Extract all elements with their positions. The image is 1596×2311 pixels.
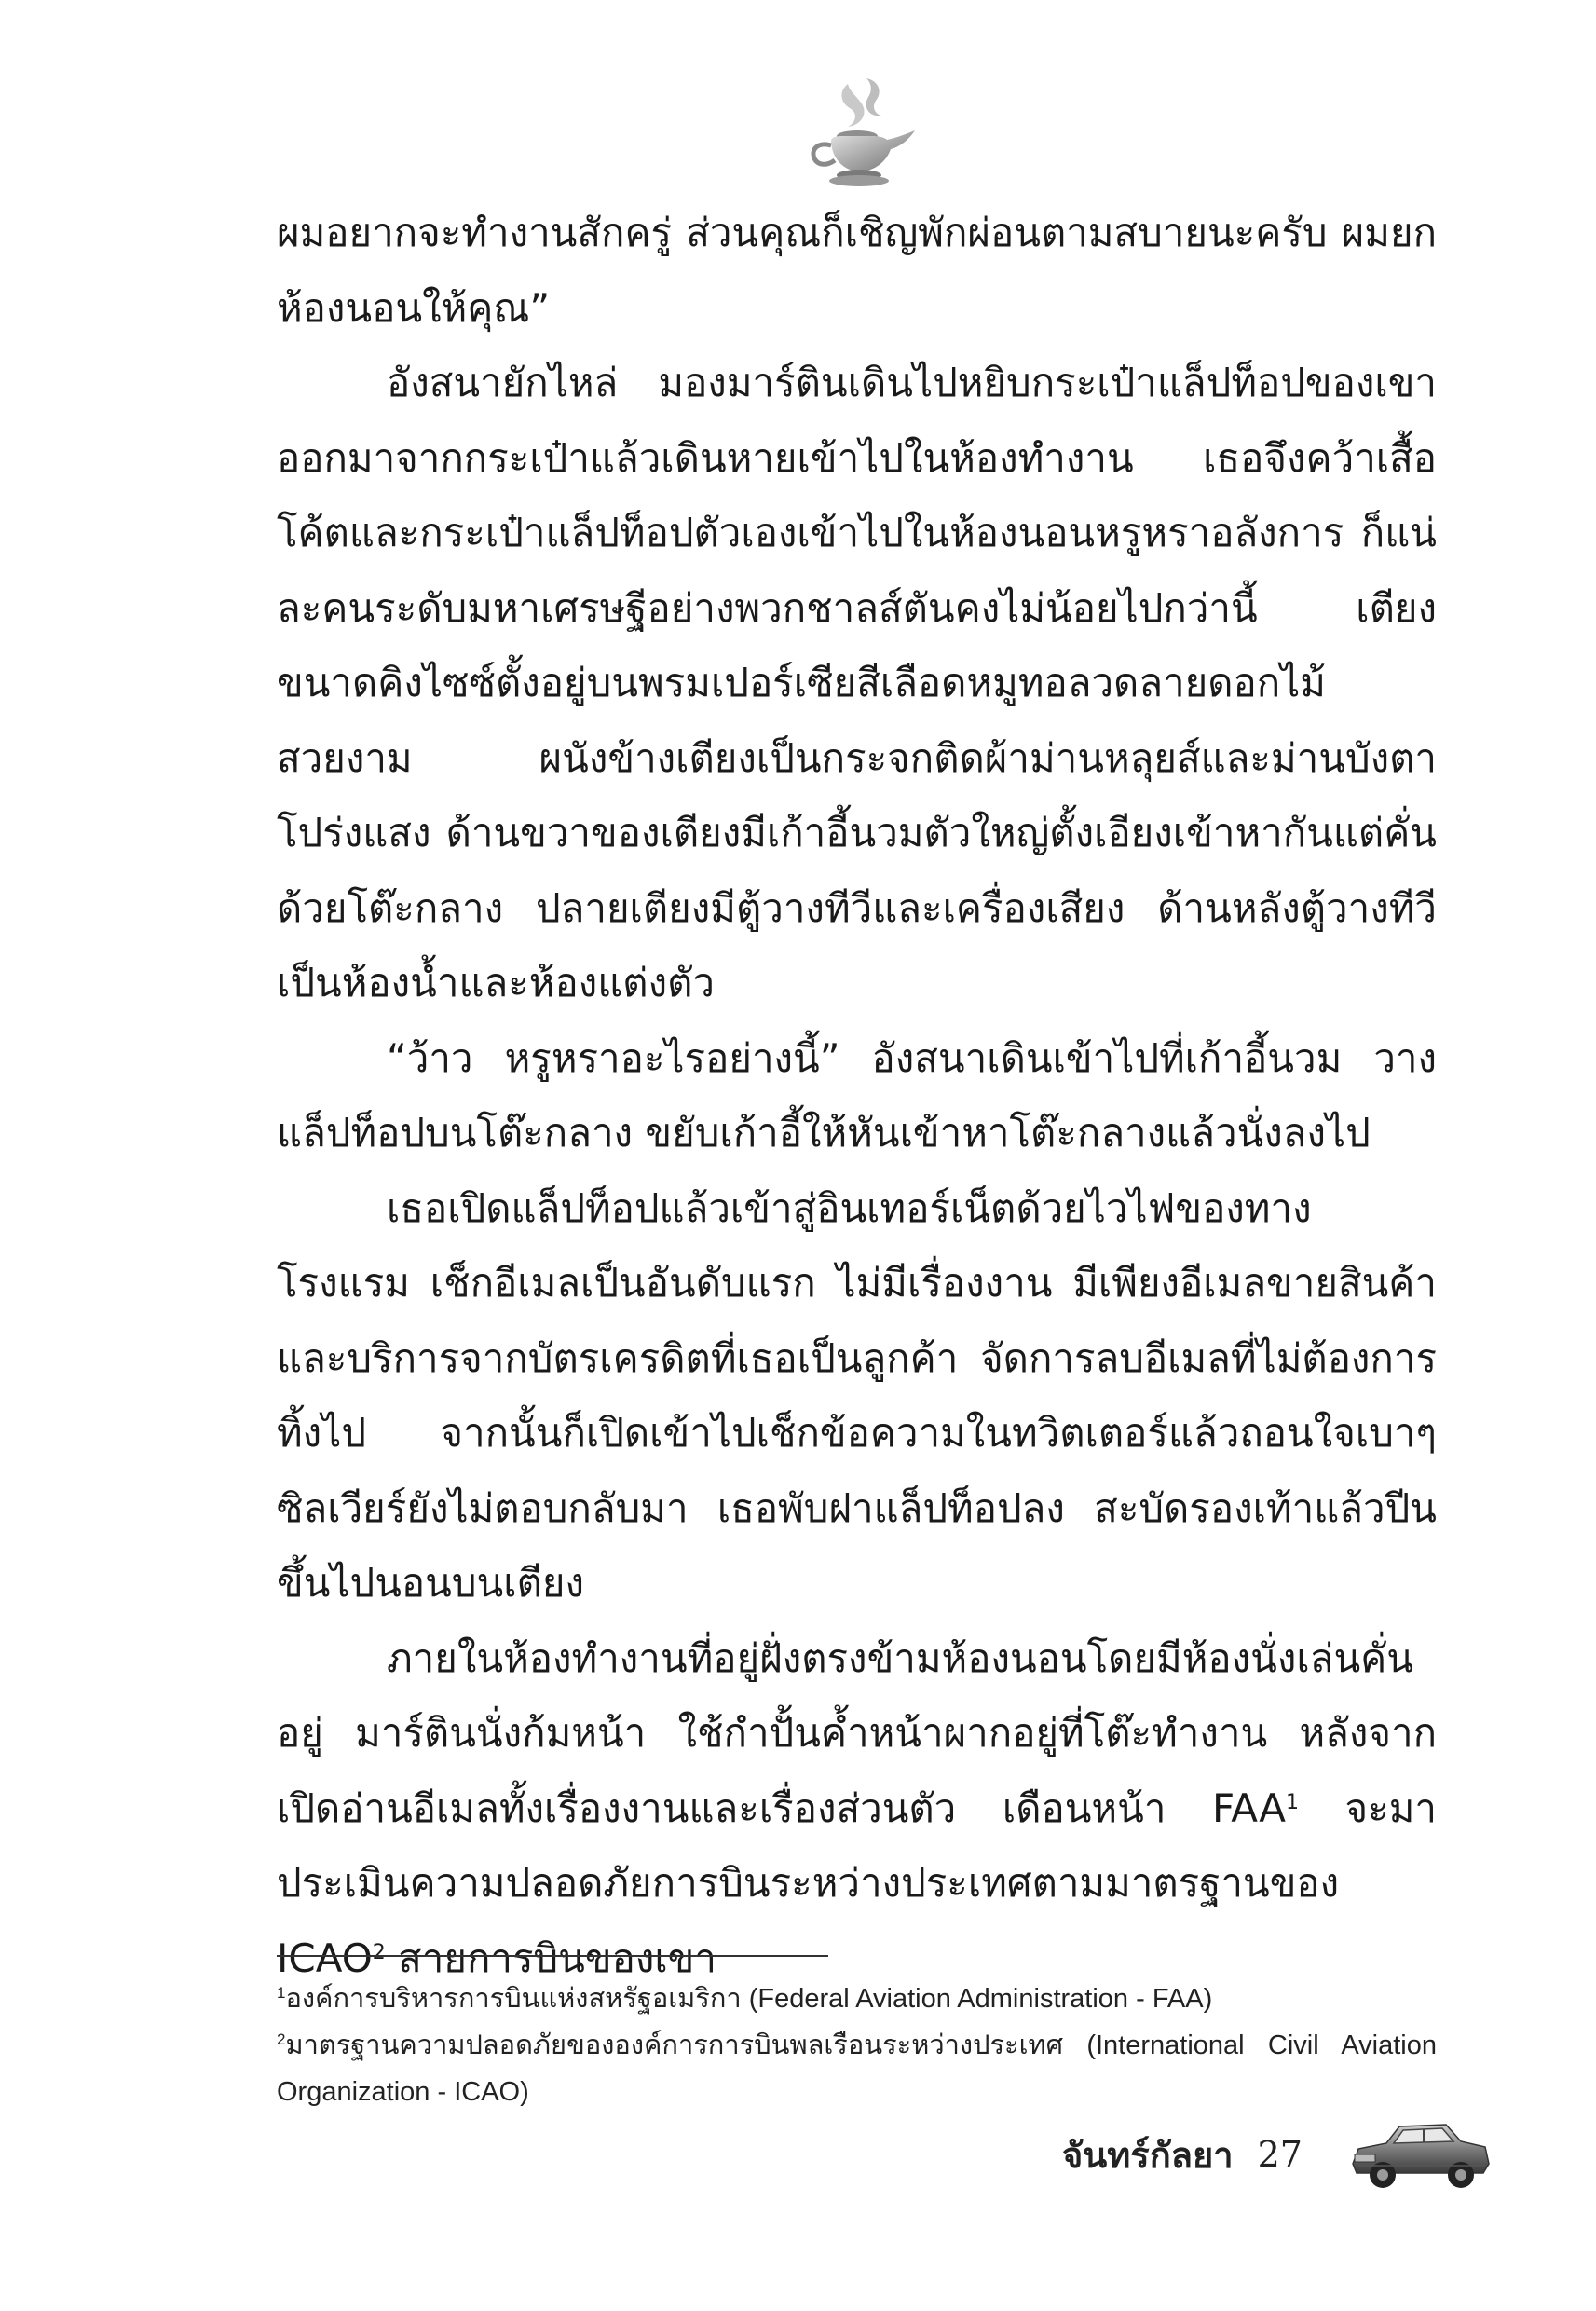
paragraph-2: อังสนายักไหล่ มองมาร์ตินเดินไปหยิบกระเป๋าแล็ปท็อปของเขาออกมาจากกระเป๋าแล้วเดินหายเข้าไปในห้องทำงาน เธอจึงคว้าเสื้อโค้ตและกระเป๋าแล็ปท็อปตัวเองเข้าไปในห้องนอนหรูหราอลังการ ก็แน่ละคนระดับมหาเศรษฐีอย่างพวกชาลส์ตันคงไม่น้อยไปกว่านี้ เตียงขนาดคิงไซซ์ตั้งอยู่บนพรมเปอร์เซียสีเลือดหมูทอลวดลายดอกไม้สวยงาม ผนังข้างเตียงเป็นกระจกติดผ้าม่านหลุยส์และม่านบังตาโปร่งแสง ด้านขวาของเตียงมีเก้าอี้นวมตัวใหญ่ตั้งเอียงเข้าหากันแต่คั่นด้วยโต๊ะกลาง ปลายเตียงมีตู้วางทีวีและเครื่องเสียง ด้านหลังตู้วางทีวีเป็นห้องน้ำและห้องแต่งตัว [277, 360, 1437, 1005]
footnote-1 [277, 1976, 1437, 2022]
footnote-2 [277, 2022, 1437, 2115]
footnote-text-2: มาตรฐานความปลอดภัยขององค์การการบินพลเรือนระหว่างประเทศ (International Civil Aviation Organization - ICAO) [277, 2031, 1437, 2107]
book-title: จันทร์กัลยา [1062, 2134, 1234, 2176]
paragraph-5-part-1: ภายในห้องทำงานที่อยู่ฝั่งตรงข้ามห้องนอนโดยมีห้องนั่งเล่นคั่นอยู่ มาร์ตินนั่งก้มหน้า ใช้กำปั้นค้ำหน้าผากอยู่ที่โต๊ะทำงาน หลังจากเปิดอ่านอีเมลทั้งเรื่องงานและเรื่องส่วนตัว เดือนหน้า FAA [277, 1634, 1437, 1831]
footnote-text-1: องค์การบริหารการบินแห่งสหรัฐอเมริกา (Federal Aviation Administration - FAA) [285, 1984, 1213, 2014]
footnotes [277, 1976, 1437, 2115]
paragraph-3: “ว้าว หรูหราอะไรอย่างนี้” อังสนาเดินเข้าไปที่เก้าอี้นวม วางแล็ปท็อปบนโต๊ะกลาง ขยับเก้าอี้ให้หันเข้าหาโต๊ะกลางแล้วนั่งลงไป [277, 1034, 1437, 1156]
body-text [277, 196, 1437, 1996]
footnote-ref-2[interactable]: 2 [372, 1940, 386, 1964]
footnote-mark-2: 2 [277, 2031, 286, 2048]
paragraph-1: ผมอยากจะทำงานสักครู่ ส่วนคุณก็เชิญพักผ่อนตามสบายนะครับ ผมยกห้องนอนให้คุณ” [277, 210, 1437, 331]
page-number: 27 [1257, 2134, 1303, 2175]
paragraph-5 [277, 1621, 1437, 1997]
page-footer [1062, 2117, 1303, 2192]
vintage-car-icon [1345, 2106, 1494, 2199]
footnote-divider [277, 1955, 828, 1957]
footnote-mark-1: 1 [277, 1984, 286, 2002]
paragraph-5-part-2: จะมาประเมินความปลอดภัยการบินระหว่างประเทศตามมาตรฐานของ ICAO [277, 1785, 1437, 1981]
paragraph-4: เธอเปิดแล็ปท็อปแล้วเข้าสู่อินเทอร์เน็ตด้วยไวไฟของทางโรงแรม เช็กอีเมลเป็นอันดับแรก ไม่มีเรื่องงาน มีเพียงอีเมลขายสินค้าและบริการจากบัตรเครดิตที่เธอเป็นลูกค้า จัดการลบอีเมลที่ไม่ต้องการทิ้งไป จากนั้นก็เปิดเข้าไปเช็กข้อความในทวิตเตอร์แล้วถอนใจเบาๆ ซิลเวียร์ยังไม่ตอบกลับมา เธอพับฝาแล็ปท็อปลง สะบัดรองเท้าแล้วปีนขึ้นไปนอนบนเตียง [277, 1184, 1437, 1606]
paragraph-5-part-3: สายการบินของเขา [385, 1935, 716, 1981]
footnote-ref-1[interactable]: 1 [1285, 1790, 1299, 1814]
genie-lamp-icon [794, 75, 921, 190]
